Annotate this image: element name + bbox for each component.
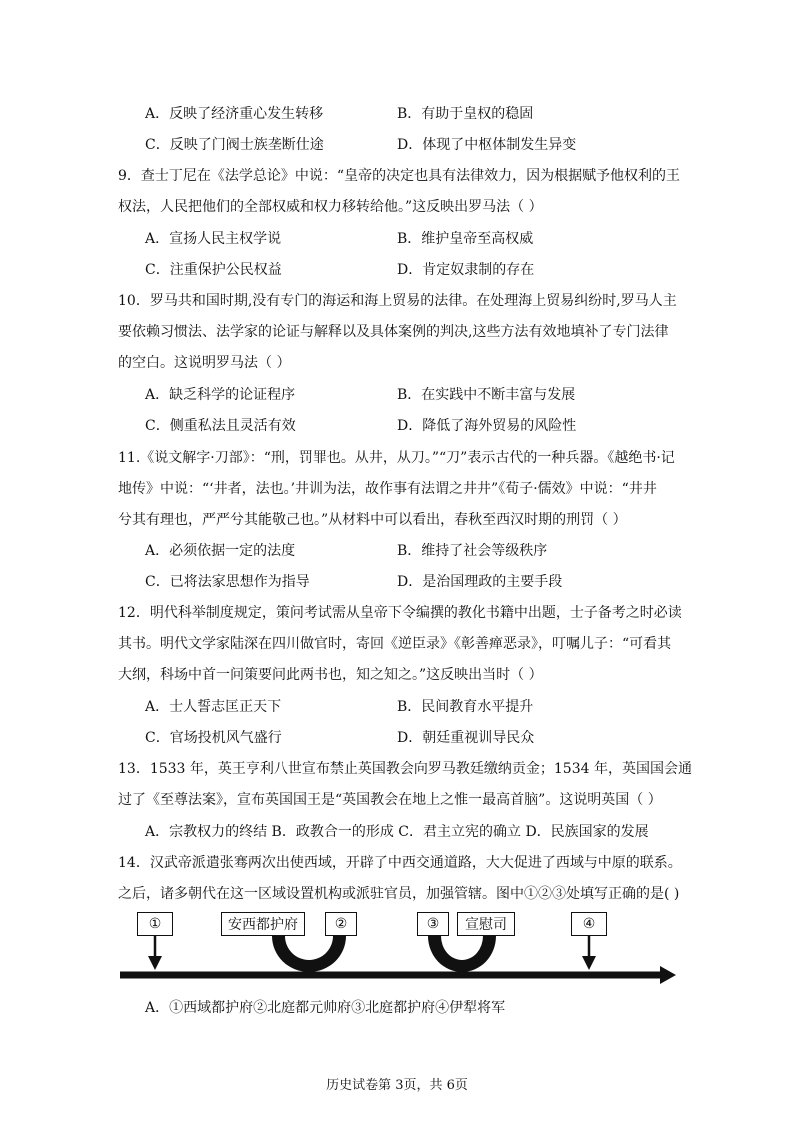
bracket-arc-2 [428, 936, 496, 972]
q11-option-d: D．是治国理政的主要手段 [397, 574, 563, 590]
q10-option-c: C．侧重私法且灵活有效 [145, 418, 296, 434]
q10-stem-line-3: 的空白。这说明罗马法（ ） [118, 355, 291, 371]
diagram-box-1: ① [137, 912, 173, 936]
q12-stem-line-3: 大纲，科场中首一问策要问此两书也，知之知之。”这反映出当时（ ） [118, 667, 543, 683]
page-footer: 历史试卷第 3页，共 6页 [326, 1078, 468, 1093]
q8-option-d: D．体现了中枢体制发生异变 [397, 137, 577, 153]
q12-option-d: D．朝廷重视训导民众 [397, 730, 535, 746]
q11-option-a: A．必须依据一定的法度 [145, 543, 296, 559]
q12-stem-line-2: 其书。明代文学家陆深在四川做官时，寄回《逆臣录》《彰善瘅恶录》，叮嘱儿子：“可看其 [118, 636, 672, 652]
q9-option-b: B．维护皇帝至高权威 [397, 231, 534, 247]
arrow-down-1-head [148, 956, 162, 970]
diagram-box-anxi: 安西都护府 [221, 912, 305, 936]
q14-option-a: A．①西域都护府②北庭都元帅府③北庭都护府④伊犁将军 [145, 1000, 506, 1016]
q11-stem-line-3: 兮其有理也，严严兮其能敬己也。”从材料中可以看出，春秋至西汉时期的刑罚（ ） [118, 512, 627, 528]
diagram-box-xuanwei: 宣慰司 [457, 912, 515, 936]
q10-option-b: B．在实践中不断丰富与发展 [397, 387, 576, 403]
q10-stem-line-1: 10．罗马共和国时期,没有专门的海运和海上贸易的法律。在处理海上贸易纠纷时,罗马人主 [118, 293, 677, 309]
q9-stem-line-2: 权法，人民把他们的全部权威和权力移转给他。”这反映出罗马法（ ） [118, 199, 543, 215]
q8-option-a: A．反映了经济重心发生转移 [145, 106, 324, 122]
q8-option-b: B．有助于皇权的稳固 [397, 106, 534, 122]
diagram-box-3: ③ [417, 912, 449, 936]
q12-option-a: A．士人誓志匡正天下 [145, 699, 282, 715]
q11-stem-line-2: 地传》中说：“‘井者，法也。’井训为法，故作事有法谓之井井”《荀子·儒效》中说：“井井 [118, 481, 657, 497]
arrow-down-4-head [582, 956, 596, 970]
q10-option-a: A．缺乏科学的论证程序 [145, 387, 296, 403]
q11-stem-line-1: 11.《说文解字·刀部》：“刑，罚罪也。从井，从刀。”“刀”表示古代的一种兵器。《越绝书·记 [118, 450, 675, 466]
q12-option-b: B．民间教育水平提升 [397, 699, 534, 715]
q13-options: A．宗教权力的终结 B．政教合一的形成 C．君主立宪的确立 D．民族国家的发展 [145, 824, 649, 840]
q13-stem-line-2: 过了《至尊法案》，宣布英国国王是“英国教会在地上之惟一最高首脑”。这说明英国（ ） [118, 792, 662, 808]
q9-stem-line-1: 9．查士丁尼在《法学总论》中说：“皇帝的决定也具有法律效力，因为根据赋予他权利的王 [118, 168, 681, 184]
q11-option-b: B．维持了社会等级秩序 [397, 543, 548, 559]
q8-option-c: C．反映了门阀士族垄断仕途 [145, 137, 324, 153]
q14-stem-line-1: 14．汉武帝派遣张骞两次出使西域，开辟了中西交通道路，大大促进了西域与中原的联系。 [118, 855, 682, 871]
diagram-box-2: ② [325, 912, 357, 936]
q10-option-d: D．降低了海外贸易的风险性 [397, 418, 577, 434]
q12-stem-line-1: 12．明代科举制度规定，策问考试需从皇帝下令编撰的教化书籍中出题，士子备考之时必读 [118, 605, 682, 621]
q13-stem-line-1: 13．1533 年，英王亨利八世宣布禁止英国教会向罗马教廷缴纳贡金；1534 年，英国国会通 [118, 761, 692, 777]
diagram-box-4: ④ [571, 912, 607, 936]
q12-option-c: C．官场投机风气盛行 [145, 730, 282, 746]
q14-stem-line-2: 之后，诸多朝代在这一区域设置机构或派驻官员，加强管辖。图中①②③处填写正确的是( ) [118, 886, 680, 902]
timeline-arrowhead [660, 966, 676, 984]
q9-option-c: C．注重保护公民权益 [145, 262, 282, 278]
q11-option-c: C．已将法家思想作为指导 [145, 574, 310, 590]
q9-option-d: D．肯定奴隶制的存在 [397, 262, 535, 278]
q10-stem-line-2: 要依赖习惯法、法学家的论证与解释以及具体案例的判决,这些方法有效地填补了专门法律 [118, 324, 669, 340]
q9-option-a: A．宣扬人民主权学说 [145, 231, 282, 247]
bracket-arc-1 [272, 936, 346, 972]
